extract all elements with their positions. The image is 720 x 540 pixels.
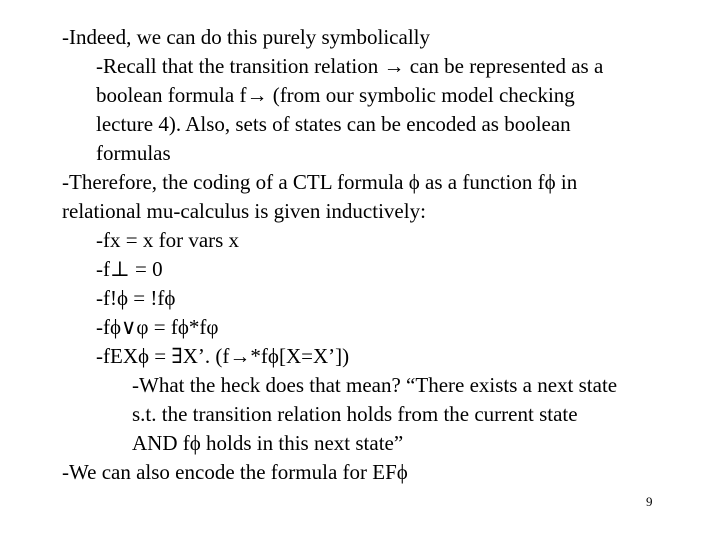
text-line-5: formulas (96, 141, 171, 165)
text-line-13: -What the heck does that mean? “There exists a next state (132, 373, 618, 397)
text-line-2: -Recall that the transition relation → can be represented as a (96, 54, 604, 78)
text-line-7: relational mu-calculus is given inductively: (62, 199, 426, 223)
text-line-15: AND fϕ holds in this next state” (132, 431, 404, 455)
text-line-11: -fϕ∨φ = fϕ*fφ (96, 315, 219, 339)
text-line-8: -fx = x for vars x (96, 228, 240, 252)
text-line-14: s.t. the transition relation holds from the current state (132, 402, 578, 426)
text-line-9: -f⊥ = 0 (96, 257, 163, 281)
text-line-12: -fEXϕ = ∃X’. (f→*fϕ[X=X’]) (96, 344, 350, 368)
text-line-3: boolean formula f→ (from our symbolic model checking (96, 83, 575, 107)
text-line-6: -Therefore, the coding of a CTL formula ϕ as a function fϕ in (62, 170, 578, 194)
text-line-16: -We can also encode the formula for EFϕ (62, 460, 408, 484)
text-line-4: lecture 4). Also, sets of states can be encoded as boolean (96, 112, 571, 136)
text-line-1: -Indeed, we can do this purely symbolically (62, 25, 430, 49)
page-number: 9 (646, 494, 653, 509)
text-line-10: -f!ϕ = !fϕ (96, 286, 176, 310)
